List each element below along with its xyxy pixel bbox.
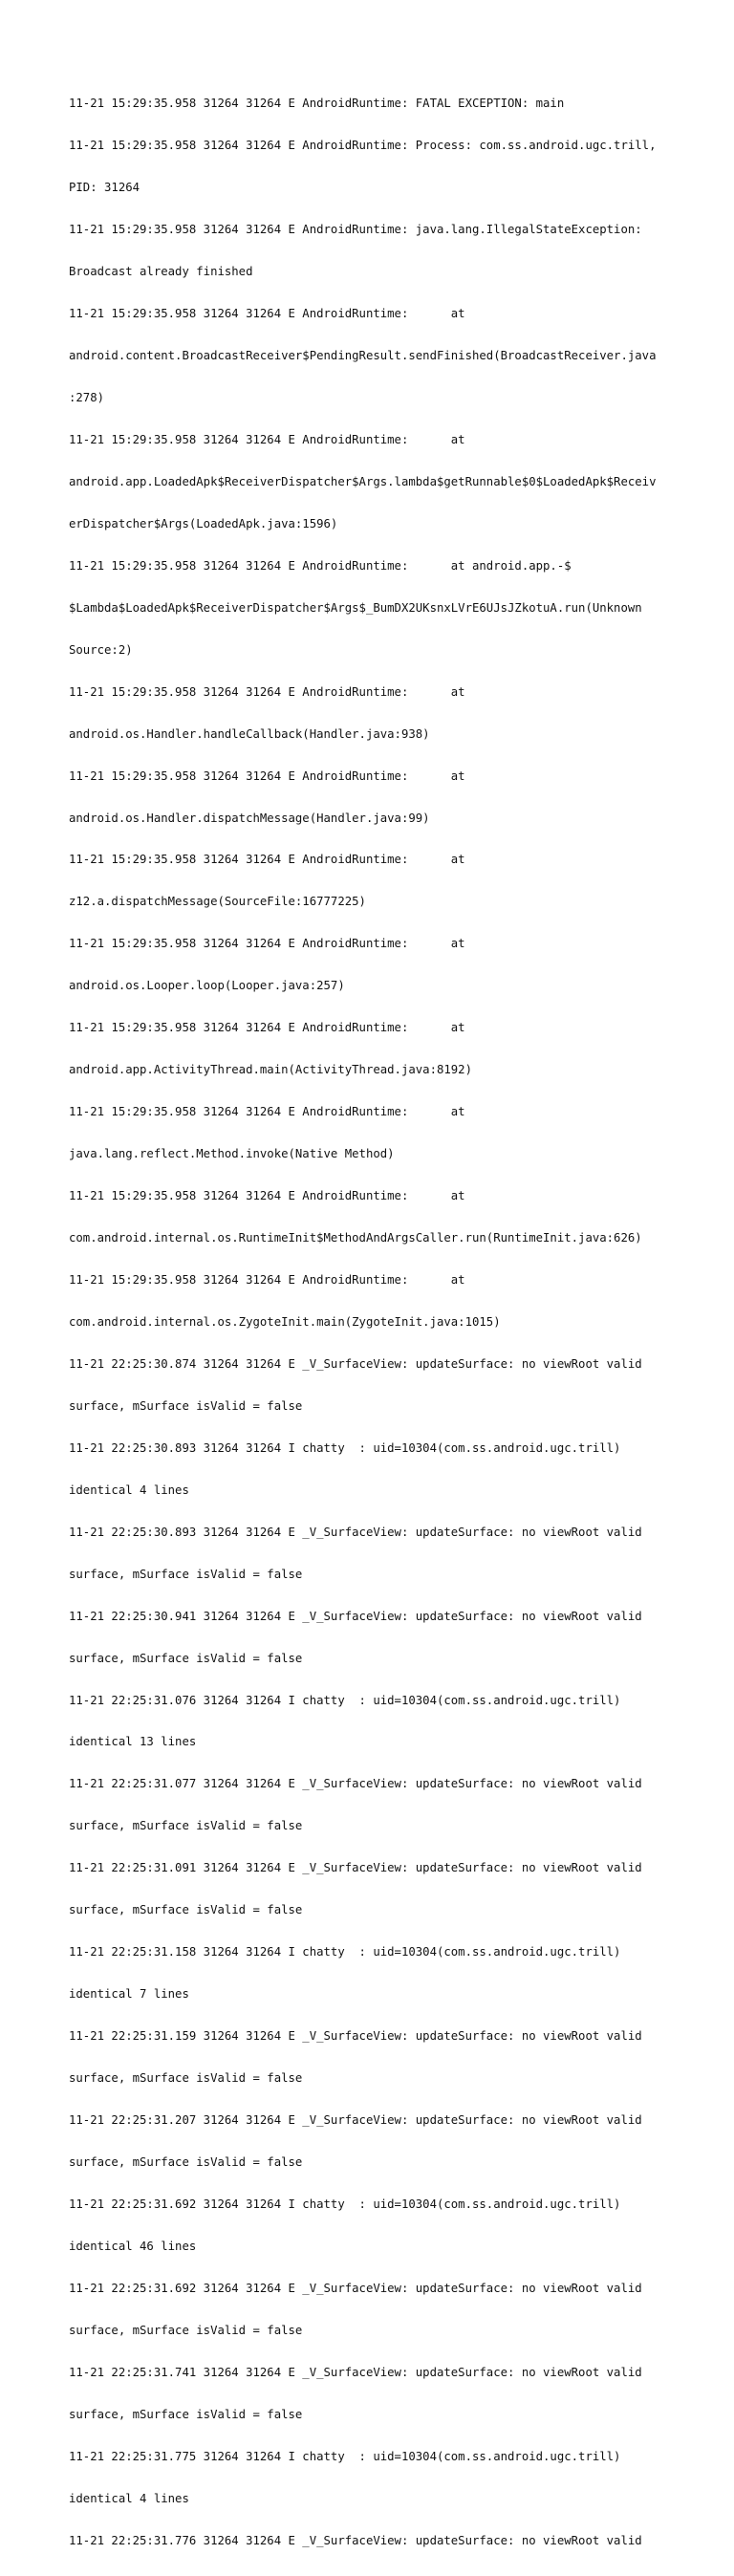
log-line: 11-21 22:25:31.741 31264 31264 E _V_SurfaceView: updateSurface: no viewRoot valid bbox=[69, 2365, 642, 2379]
log-line: com.android.internal.os.ZygoteInit.main(ZygoteInit.java:1015) bbox=[69, 1314, 501, 1329]
log-line: identical 46 lines bbox=[69, 2239, 197, 2253]
log-line: 11-21 22:25:31.692 31264 31264 I chatty : uid=10304(com.ss.android.ugc.trill) bbox=[69, 2197, 621, 2211]
log-line: 11-21 22:25:30.941 31264 31264 E _V_SurfaceView: updateSurface: no viewRoot valid bbox=[69, 1609, 642, 1623]
log-line: android.app.LoadedApk$ReceiverDispatcher$Args.lambda$getRunnable$0$LoadedApk$Receiv bbox=[69, 474, 657, 488]
log-line: identical 13 lines bbox=[69, 1735, 197, 1749]
log-line: surface, mSurface isValid = false bbox=[69, 2407, 303, 2421]
log-line: 11-21 15:29:35.958 31264 31264 E AndroidRuntime: at bbox=[69, 1021, 465, 1035]
log-line: android.os.Handler.handleCallback(Handler.java:938) bbox=[69, 726, 430, 741]
log-line: surface, mSurface isValid = false bbox=[69, 1903, 303, 1917]
log-line: z12.a.dispatchMessage(SourceFile:16777225) bbox=[69, 895, 366, 909]
log-line: surface, mSurface isValid = false bbox=[69, 2155, 303, 2170]
log-line: 11-21 15:29:35.958 31264 31264 E AndroidRuntime: FATAL EXCEPTION: main bbox=[69, 97, 565, 111]
log-line: com.android.internal.os.RuntimeInit$MethodAndArgsCaller.run(RuntimeInit.java:626) bbox=[69, 1231, 642, 1245]
log-line: erDispatcher$Args(LoadedApk.java:1596) bbox=[69, 516, 338, 530]
log-line: android.os.Handler.dispatchMessage(Handler.java:99) bbox=[69, 811, 430, 825]
log-line: 11-21 15:29:35.958 31264 31264 E AndroidRuntime: at bbox=[69, 1273, 465, 1287]
log-line: 11-21 15:29:35.958 31264 31264 E AndroidRuntime: at bbox=[69, 684, 465, 699]
log-line: 11-21 22:25:31.091 31264 31264 E _V_SurfaceView: updateSurface: no viewRoot valid bbox=[69, 1861, 642, 1875]
log-line: surface, mSurface isValid = false bbox=[69, 2071, 303, 2086]
log-line: 11-21 22:25:31.077 31264 31264 E _V_SurfaceView: updateSurface: no viewRoot valid bbox=[69, 1777, 642, 1791]
log-line: 11-21 22:25:31.775 31264 31264 I chatty : uid=10304(com.ss.android.ugc.trill) bbox=[69, 2449, 621, 2463]
log-line: 11-21 15:29:35.958 31264 31264 E AndroidRuntime: at bbox=[69, 937, 465, 951]
log-line: $Lambda$LoadedApk$ReceiverDispatcher$Args$_BumDX2UKsnxLVrE6UJsJZkotuA.run(Unknown bbox=[69, 600, 642, 615]
log-line: 11-21 22:25:30.874 31264 31264 E _V_SurfaceView: updateSurface: no viewRoot valid bbox=[69, 1356, 642, 1371]
log-line: 11-21 22:25:31.207 31264 31264 E _V_SurfaceView: updateSurface: no viewRoot valid bbox=[69, 2113, 642, 2128]
log-line: 11-21 22:25:31.159 31264 31264 E _V_SurfaceView: updateSurface: no viewRoot valid bbox=[69, 2029, 642, 2044]
log-line: 11-21 22:25:31.158 31264 31264 I chatty : uid=10304(com.ss.android.ugc.trill) bbox=[69, 1945, 621, 1959]
log-line: 11-21 15:29:35.958 31264 31264 E AndroidRuntime: at bbox=[69, 307, 465, 321]
log-line: identical 7 lines bbox=[69, 1987, 189, 2002]
log-line: 11-21 15:29:35.958 31264 31264 E AndroidRuntime: at bbox=[69, 432, 465, 446]
log-line: 11-21 15:29:35.958 31264 31264 E AndroidRuntime: at bbox=[69, 1105, 465, 1119]
log-line: surface, mSurface isValid = false bbox=[69, 1567, 303, 1581]
log-line: android.os.Looper.loop(Looper.java:257) bbox=[69, 979, 345, 993]
log-line: :278) bbox=[69, 390, 105, 404]
log-line: 11-21 22:25:31.776 31264 31264 E _V_SurfaceView: updateSurface: no viewRoot valid bbox=[69, 2533, 642, 2547]
log-line: surface, mSurface isValid = false bbox=[69, 1819, 303, 1833]
log-line: identical 4 lines bbox=[69, 1483, 189, 1497]
log-line: 11-21 22:25:31.076 31264 31264 I chatty : uid=10304(com.ss.android.ugc.trill) bbox=[69, 1693, 621, 1707]
log-line: 11-21 15:29:35.958 31264 31264 E AndroidRuntime: at bbox=[69, 768, 465, 783]
log-line: 11-21 22:25:31.692 31264 31264 E _V_SurfaceView: updateSurface: no viewRoot valid bbox=[69, 2281, 642, 2295]
log-line: 11-21 15:29:35.958 31264 31264 E AndroidRuntime: at bbox=[69, 1189, 465, 1203]
log-line: 11-21 15:29:35.958 31264 31264 E AndroidRuntime: java.lang.IllegalStateException: bbox=[69, 223, 642, 237]
log-line: 11-21 15:29:35.958 31264 31264 E AndroidRuntime: Process: com.ss.android.ugc.trill, bbox=[69, 139, 657, 153]
log-text-block bbox=[69, 69, 680, 2576]
log-line: android.app.ActivityThread.main(ActivityThread.java:8192) bbox=[69, 1063, 472, 1077]
log-line: surface, mSurface isValid = false bbox=[69, 1651, 303, 1665]
log-line: identical 4 lines bbox=[69, 2491, 189, 2505]
log-line: Broadcast already finished bbox=[69, 265, 253, 279]
log-line: 11-21 15:29:35.958 31264 31264 E AndroidRuntime: at bbox=[69, 853, 465, 867]
log-line: java.lang.reflect.Method.invoke(Native Method) bbox=[69, 1147, 395, 1161]
log-line: 11-21 22:25:30.893 31264 31264 I chatty : uid=10304(com.ss.android.ugc.trill) bbox=[69, 1440, 621, 1455]
log-line: surface, mSurface isValid = false bbox=[69, 1398, 303, 1413]
log-line: Source:2) bbox=[69, 642, 133, 657]
log-line: 11-21 22:25:30.893 31264 31264 E _V_SurfaceView: updateSurface: no viewRoot valid bbox=[69, 1525, 642, 1539]
log-line: surface, mSurface isValid = false bbox=[69, 2323, 303, 2337]
log-line: android.content.BroadcastReceiver$PendingResult.sendFinished(BroadcastReceiver.java bbox=[69, 349, 657, 363]
log-line: 11-21 15:29:35.958 31264 31264 E AndroidRuntime: at android.app.-$ bbox=[69, 558, 572, 573]
log-line: PID: 31264 bbox=[69, 181, 140, 195]
